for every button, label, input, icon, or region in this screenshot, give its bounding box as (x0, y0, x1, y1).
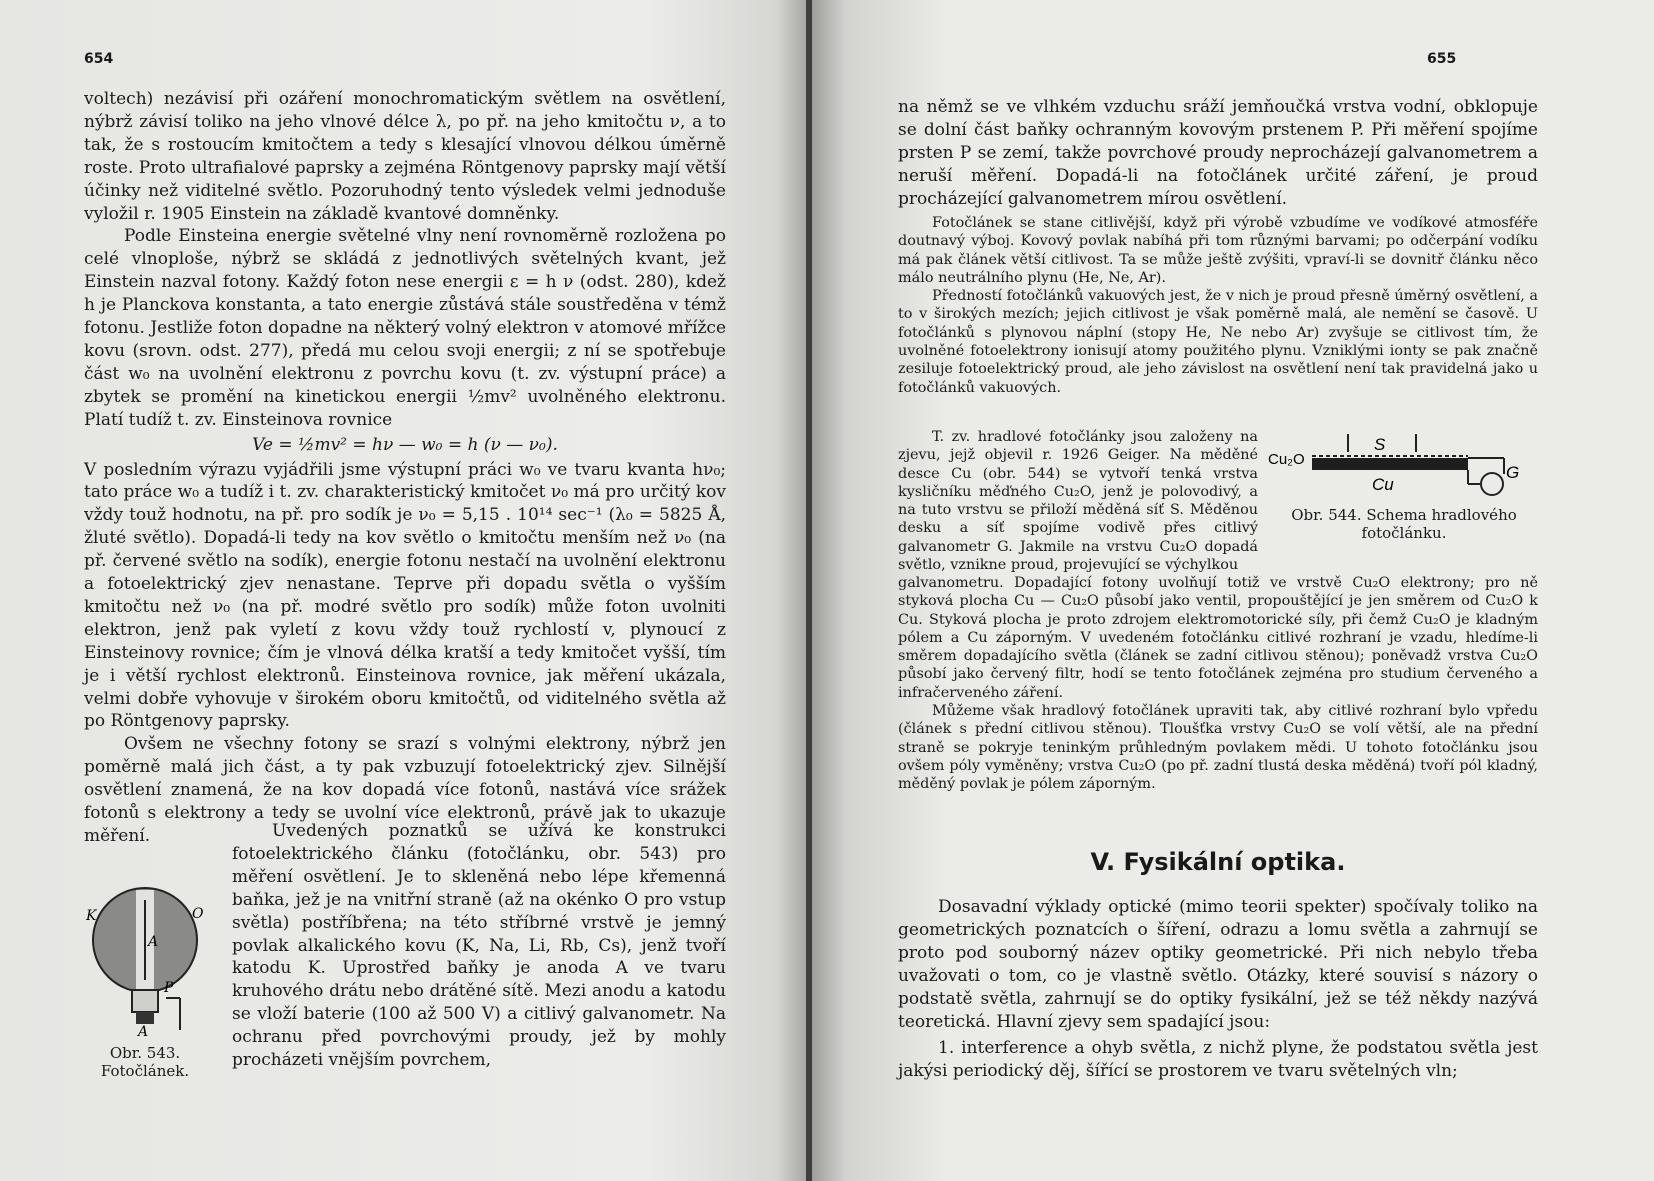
paragraph: T. zv. hradlové fotočlánky jsou založeny na zjevu, jejž objevil r. 1926 Geiger. Na měděné desce Cu (obr. 544) se vytvoří tenká vrstva kysličníku měďného Cu₂O, jenž je polovodivý, a na tuto vrstvu se přiloží měděná síť S. Měděnou desku a síť spojíme vodivě přes citlivý galvanometr G. Jakmile na vrstvu Cu₂O dopadá světlo, vznikne proud, projevující se výchylkou (898, 429, 1258, 574)
paragraph: Můžeme však hradlový fotočlánek upraviti tak, aby citlivé rozhraní bylo vpředu (článek s přední citlivou stěnou). Tloušťka vrstvy Cu₂O se volí větší, ale na přední straně se pokryje teninkým průhledným povlakem mědi. U tohoto fotočlánku jsou ovšem póly vyměněny; vrstva Cu₂O (po př. zadní tlustá deska měděná) tvoří pól kladný, měděný povlak je pólem záporným. (898, 703, 1538, 793)
right-page (812, 0, 1654, 1181)
paragraph: Fotočlánek se stane citlivější, když při výrobě vzbudíme ve vodíkové atmosféře doutnavý výboj. Kovový povlak nabíhá při tom různými barvami; po odčerpání vodíku má pak článek větší citlivost. Ta se může ještě zvýšiti, vpraví-li se dovnitř článku něco málo neutrálního plynu (He, Ne, Ar). (898, 215, 1538, 286)
page-number: 654 (84, 51, 114, 67)
paragraph: Podle Einsteina energie světelné vlny není rovnoměrně rozložena po celé vlnoploše, nýbrž se skládá z jednotlivých světelných kvant, jež Einstein nazval fotony. Každý foton nese energii ε = h ν (odst. 280), kdež h je Planckova konstanta, a tato energie zůstává stále soustředěna v témž fotonu. Jestliže foton dopadne na některý volný elektron v atomové mřížce kovu (srovn. odst. 277), předá mu celou svoji energii; z ní se spotřebuje část w₀ na uvolnění elektronu z povrchu kovu (t. zv. výstupní práce) a zbytek se promění na kinetickou energii ½mv² uvolněného elektronu. Platí tudíž t. zv. Einsteinova rovnice (84, 226, 726, 430)
photocell-figure (80, 880, 210, 1090)
paragraph: galvanometru. Dopadající fotony uvolňují totiž ve vrstvě Cu₂O elektrony; pro ně styková plocha Cu — Cu₂O působí jako ventil, propouštějící je jen směrem od Cu₂O k Cu. Styková plocha je proto zdrojem elektromotorické síly, při čemž Cu₂O je kladným pólem a Cu záporným. V uvedeném fotočlánku citlivé rozhraní je vzadu, hledíme-li směrem dopadajícího světla (článek se zadní citlivou stěnou); poněvadž vrstva Cu₂O působí jako červený filtr, hodí se tento fotočlánek zejména pro studium červeného a infračerveného záření. (898, 575, 1538, 701)
photocell-diagram (80, 880, 210, 1040)
figure-caption: Obr. 543. (109, 1044, 181, 1062)
page-number: 655 (1427, 51, 1457, 67)
barrier-photocell-figure (1268, 428, 1530, 542)
section-heading: V. Fysikální optika. (1090, 848, 1346, 876)
small-print-block (898, 214, 1538, 397)
paragraph: voltech) nezávisí při ozáření monochromatickým světlem na osvětlení, nýbrž závisí toliko na jeho vlnové délce λ, po př. na jeho kmitočtu ν, a to tak, že s rostoucím kmitočtem a tedy s klesající vlnovou délkou úměrně roste. Proto ultrafialové paprsky a zejména Röntgenovy paprsky mají větší účinky než viditelné světlo. Pozoruhodný tento výsledek velmi jednoduše vyložil r. 1905 Einstein na základě kvantové domněnky. (84, 89, 726, 224)
section-text (898, 896, 1538, 1083)
paragraph: V posledním výrazu vyjádřili jsme výstupní práci w₀ ve tvaru kvanta hν₀; tato práce w₀ a tudíž i t. zv. charakteristický kmitočet ν₀ má pro určitý kov vždy touž hodnotu, na př. pro sodík je ν₀ = 5,15 . 10¹⁴ sec⁻¹ (λ₀ = 5825 Å, žluté světlo). Dopadá-li tedy na kov světlo o kmitočtu menším než ν₀ (na př. červené světlo na sodík), energie fotonu nestačí na uvolnění elektronu a fotoelektrický zjev nenastane. Teprve při dopadu světla o vyšším kmitočtu než ν₀ (na př. modré světlo pro sodík) může foton uvolniti elektron, jenž pak vyletí z kovu vždy touž rychlostí v, plynoucí z Einsteinovy rovnice; čím je vlnová délka kratší a tedy kmitočet vyšší, tím je i větší rychlost elektronů. Einsteinova rovnice, jak měření ukázala, velmi dobře vyhovuje v širokém oboru kmitočtů, od viditelného světla až po Röntgenovy paprsky. (84, 459, 726, 732)
label-k: K (86, 908, 97, 924)
label-p: P (164, 980, 174, 996)
paragraph: na němž se ve vlhkém vzduchu sráží jemňoučká vrstva vodní, obklopuje se dolní část baňky ochranným kovovým prstenem P. Při měření spojíme prsten P se zemí, takže povrchové proudy neprocházejí galvanometrem a neruší měření. Dopadá-li na fotočlánek určité záření, je proud procházející galvanometrem mírou osvětlení. (898, 97, 1538, 209)
einstein-equation: Ve = ½mv² = hν — w₀ = h (ν — ν₀). (252, 434, 558, 455)
label-s: S (1374, 435, 1386, 454)
paragraph: Dosavadní výklady optické (mimo teorii spekter) spočívaly toliko na geometrických poznatcích o šíření, odrazu a lomu světla a zahrnují se proto pod souborný název optiky geometrické. Při nich nebylo třeba uvažovati o tom, co je vlastně světlo. Otázky, které souvisí s názory o podstatě světla, zahrnují se do optiky fysikální, jež se též někdy nazývá teoretická. Hlavní zjevy sem spadající jsou: (898, 897, 1538, 1032)
left-page (0, 0, 808, 1181)
figure-caption: Fotočlánek. (100, 1062, 190, 1080)
figure-side-text (898, 428, 1258, 574)
paragraph: Předností fotočlánků vakuových jest, že v nich je proud přesně úměrný osvětlení, a to v širokých mezích; jejich citlivost je však poměrně malá, ale nemění se časově. U fotočlánků s plynovou náplní (stopy He, Ne nebo Ar) zvyšuje se citlivost tím, že uvolněné fotoelektrony ionisují atomy použitého plynu. Vzniklými ionty se pak značně zesiluje fotoelektrický proud, ale jeho závislost na osvětlení není tak pravidelná jako u fotočlánků vakuových. (898, 288, 1538, 396)
left-main-text (84, 88, 726, 848)
label-g: G (1506, 463, 1520, 482)
barrier-photocell-diagram (1268, 428, 1530, 502)
small-print-block (898, 574, 1538, 794)
label-a: A (148, 934, 159, 950)
figure-side-text (232, 820, 726, 1072)
right-intro-text (898, 96, 1538, 211)
paragraph: Ovšem ne všechny fotony se srazí s volnými elektrony, nýbrž jen poměrně malá jich část, a ty pak vzbuzují fotoelektrický zjev. Silnější osvětlení znamená, že na kov dopadá více fotonů, nastává více srážek fotonů s elektrony a tedy se uvolní více elektronů, právě jak to ukazuje měření. (84, 734, 726, 846)
figure-caption: Obr. 544. Schema hradlového fotočlánku. (1291, 506, 1517, 542)
label-cu: Cu (1372, 475, 1394, 494)
paragraph: Uvedených poznatků se užívá ke konstrukci fotoelektrického článku (fotočlánku, obr. 543) pro měření osvětlení. Je to skleněná nebo lépe křemenná baňka, jež je na vnitřní straně (až na okénko O pro vstup světla) postříbřena; na této stříbrné vrstvě je jemný povlak alkalického kovu (K, Na, Li, Rb, Cs), jenž tvoří katodu K. Uprostřed baňky je anoda A ve tvaru kruhového drátu nebo drátěné sítě. Mezi anodu a katodu se vloží baterie (100 až 500 V) a citlivý galvanometr. Na ochranu před povrchovými proudy, jež by mohly procházeti vnějším povrchem, (232, 821, 726, 1071)
label-a-bottom: A (138, 1024, 149, 1040)
label-o: O (192, 906, 204, 922)
paragraph: 1. interference a ohyb světla, z nichž plyne, že podstatou světla jest jakýsi periodický děj, šířící se prostorem ve tvaru světelných vln; (898, 1038, 1538, 1082)
label-cu2o: Cu₂O (1268, 451, 1305, 468)
